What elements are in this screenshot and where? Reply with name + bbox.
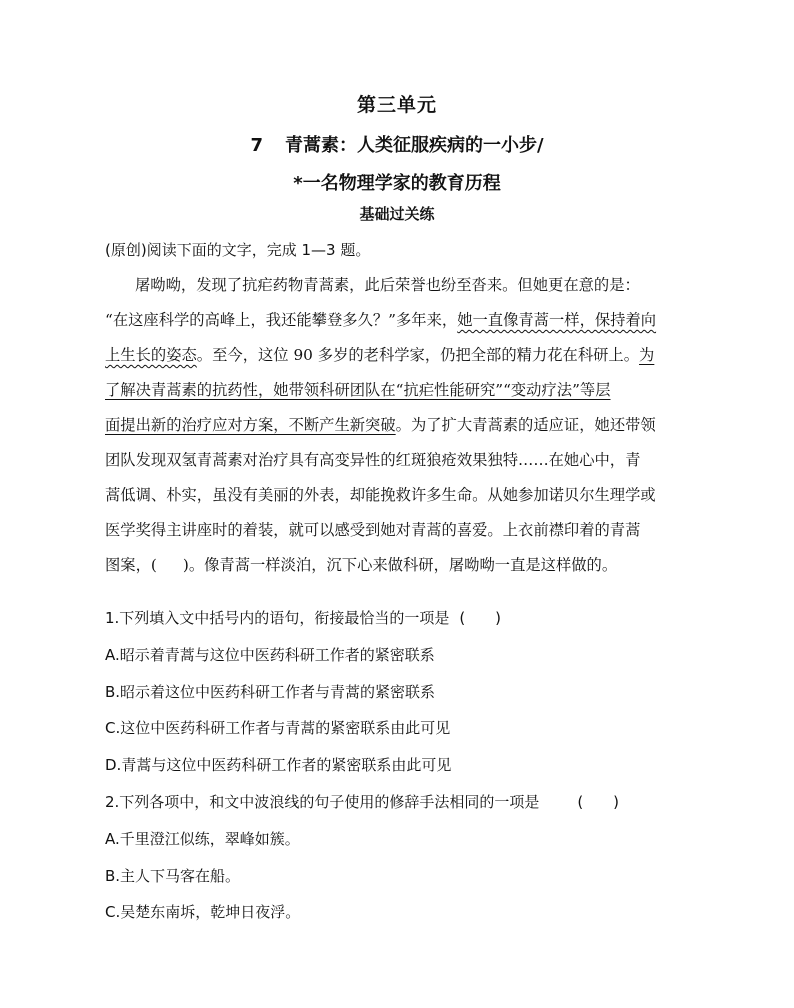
- reading-passage: [105, 272, 690, 587]
- passage-line: [105, 412, 690, 447]
- option-d: D.青蒿与这位中医药科研工作者的紧密联系由此可见: [105, 756, 452, 775]
- passage-text: 。为了扩大青蒿素的适应证，她还带领: [395, 416, 656, 434]
- passage-line: [105, 482, 690, 517]
- question-stem: [105, 789, 705, 826]
- passage-text: 图案，(: [105, 556, 157, 574]
- section-title: 基础过关练: [359, 205, 435, 223]
- passage-line: [105, 377, 690, 412]
- passage-line: [105, 272, 690, 307]
- question-stem: [105, 605, 705, 642]
- option-b: B.主人下马客在船。: [105, 866, 241, 885]
- passage-line: [105, 342, 690, 377]
- question-list: [105, 605, 705, 936]
- question-1-stem: 1.下列填入文中括号内的语句，衔接最恰当的一项是: [105, 609, 450, 627]
- passage-line: [105, 517, 690, 552]
- underlined-sentence: 了解决青蒿素的抗药性，她带领科研团队在“抗疟性能研究”“变动疗法”等层: [105, 381, 611, 399]
- passage-text: )。像青蒿一样淡泊，沉下心来做科研，屠呦呦一直是这样做的。: [182, 556, 618, 574]
- instruction: (原创)阅读下面的文字，完成 1—3 题。: [105, 241, 371, 259]
- wavy-underlined-sentence: 上生长的姿态: [105, 346, 197, 364]
- passage-line: [105, 552, 690, 587]
- option-b: B.昭示着这位中医药科研工作者与青蒿的紧密联系: [105, 682, 436, 701]
- passage-text: 屠呦呦，发现了抗疟药物青蒿素，此后荣誉也纷至沓来。但她更在意的是：: [135, 276, 640, 294]
- passage-text: 蒿低调、朴实，虽没有美丽的外表，却能挽救许多生命。从她参加诺贝尔生理学或: [105, 486, 656, 504]
- lesson-number: 7: [250, 135, 263, 156]
- option-a: A.昭示着青蒿与这位中医药科研工作者的紧密联系: [105, 645, 435, 664]
- lesson-title-line: [0, 131, 794, 157]
- wavy-underlined-sentence: 她一直像青蒿一样，保持着向: [457, 311, 657, 329]
- lesson-subtitle: *一名物理学家的教育历程: [293, 173, 501, 194]
- lesson-title: 青蒿素：人类征服疾病的一小步/: [284, 135, 544, 156]
- option-c: C.吴楚东南坼，乾坤日夜浮。: [105, 903, 301, 922]
- passage-line: [105, 447, 690, 482]
- answer-bracket[interactable]: ( ): [577, 792, 620, 811]
- passage-text: “在这座科学的高峰上，我还能攀登多久？”多年来，: [105, 311, 458, 329]
- underlined-sentence: 面提出新的治疗应对方案，不断产生新突破: [105, 416, 396, 434]
- underlined-sentence: 为: [639, 346, 655, 364]
- unit-title: 第三单元: [356, 94, 437, 116]
- option-a: A.千里澄江似练，翠峰如簇。: [105, 829, 300, 848]
- passage-line: [105, 307, 690, 342]
- passage-text: 团队发现双氢青蒿素对治疗具有高变异性的红斑狼疮效果独特……在她心中，青: [105, 451, 641, 469]
- option-c: C.这位中医药科研工作者与青蒿的紧密联系由此可见: [105, 719, 451, 738]
- passage-text: 医学奖得主讲座时的着装，就可以感受到她对青蒿的喜爱。上衣前襟印着的青蒿: [105, 521, 641, 539]
- passage-text: 。至今，这位 90 多岁的老科学家，仍把全部的精力花在科研上。: [196, 346, 640, 364]
- answer-bracket[interactable]: ( ): [459, 609, 502, 627]
- question-2-stem: 2.下列各项中，和文中波浪线的句子使用的修辞手法相同的一项是: [105, 792, 540, 811]
